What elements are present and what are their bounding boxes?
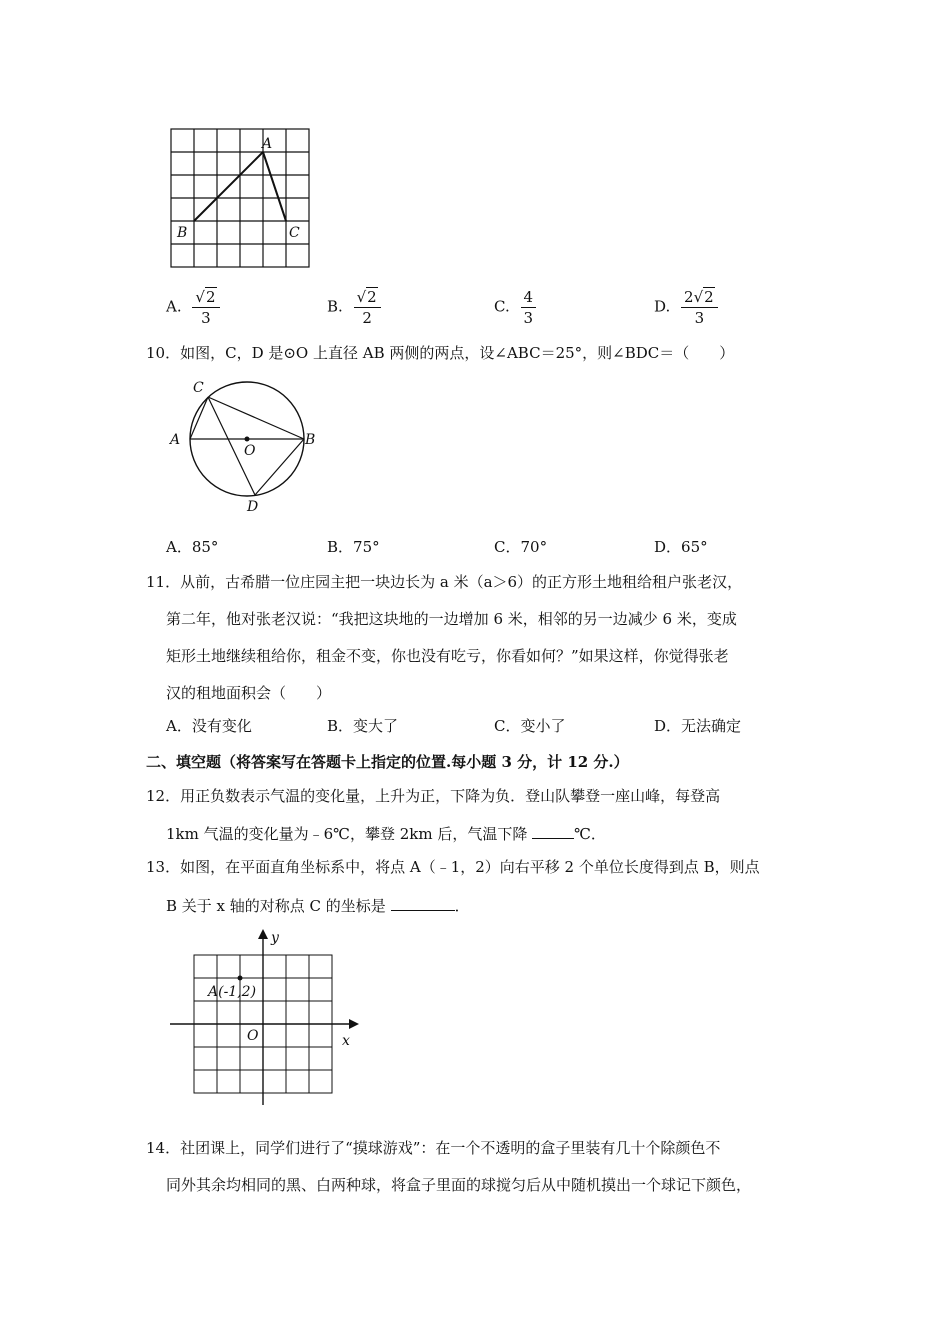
q10-number: 10． <box>146 344 181 362</box>
q9-option-c: C. $\frac{4}{3}$ <box>494 287 536 328</box>
q11-option-d: D．无法确定 <box>654 717 742 735</box>
q11-option-a: A．没有变化 <box>166 717 252 735</box>
fig9-label-b: B <box>177 225 188 241</box>
q9-option-d: D. $\frac{2√2}{3}$ <box>654 287 718 328</box>
y-axis-arrow <box>258 929 268 939</box>
q10-text: 如图，C，D 是⊙O 上直径 AB 两侧的两点，设∠ABC＝25°，则∠BDC＝（ ） <box>180 344 735 362</box>
q13-answer-blank[interactable] <box>391 894 455 911</box>
fig13-label-y: y <box>271 930 279 946</box>
q12-number: 12． <box>146 787 181 805</box>
q11-line-1: 11．从前，古希腊一位庄园主把一块边长为 a 米（a＞6）的正方形土地租给租户张老汉， <box>146 573 743 591</box>
q12-line-1: 12．用正负数表示气温的变化量，上升为正，下降为负．登山队攀登一座山峰，每登高 <box>146 787 721 805</box>
axes <box>170 933 355 1105</box>
q10-option-d: D．65° <box>654 538 708 556</box>
q10-option-c: C．70° <box>494 538 548 556</box>
q14-line-2: 同外其余均相同的黑、白两种球，将盒子里面的球搅匀后从中随机摸出一个球记下颜色， <box>166 1176 752 1194</box>
q10-option-b: B．75° <box>327 538 380 556</box>
q9-option-b: B. $\frac{√2}{2}$ <box>327 287 381 328</box>
fig10-label-b: B <box>305 432 316 448</box>
q10-question <box>146 343 734 363</box>
q13-coordinate-figure <box>165 925 370 1110</box>
q12-answer-blank[interactable] <box>532 822 574 839</box>
q13-line-1: 13．如图，在平面直角坐标系中，将点 A（﹣1，2）向右平移 2 个单位长度得到点 B，则点 <box>146 858 760 876</box>
q13-line-2: B 关于 x 轴的对称点 C 的坐标是 ． <box>166 894 470 916</box>
q9-grid-figure <box>165 125 315 275</box>
q11-line-2: 第二年，他对张老汉说：“我把这块地的一边增加 6 米，相邻的另一边减少 6 米，变成 <box>166 610 737 628</box>
q11-line-4: 汉的租地面积会（ ） <box>166 684 332 702</box>
q14-line-1: 14．社团课上，同学们进行了“摸球游戏”：在一个不透明的盒子里装有几十个除颜色不 <box>146 1139 721 1157</box>
q12-line-2: 1km 气温的变化量为﹣6℃，攀登 2km 后，气温下降 ℃． <box>166 822 606 844</box>
x-axis-arrow <box>349 1019 359 1029</box>
q11-option-b: B．变大了 <box>327 717 399 735</box>
fig13-label-point-a: A(-1,2) <box>208 984 257 1000</box>
q10-option-a: A．85° <box>166 538 219 556</box>
q14-number: 14． <box>146 1139 181 1157</box>
q9-option-a: A. $\frac{√2}{3}$ <box>166 287 220 328</box>
fig13-label-x: x <box>342 1033 350 1049</box>
point-a <box>238 976 243 981</box>
q11-line-3: 矩形土地继续租给你，租金不变，你也没有吃亏，你看如何？”如果这样，你觉得张老 <box>166 647 729 665</box>
section-heading: 二、填空题（将答案写在答题卡上指定的位置.每小题 3 分，计 12 分.） <box>146 753 629 771</box>
q13-number: 13． <box>146 858 181 876</box>
fig10-label-o: O <box>244 443 256 459</box>
fig10-label-a: A <box>170 432 181 448</box>
q11-option-c: C．变小了 <box>494 717 566 735</box>
fig9-label-a: A <box>262 136 273 152</box>
q10-circle-figure <box>165 375 325 515</box>
fig10-label-d: D <box>247 499 259 515</box>
fig13-label-o: O <box>247 1028 259 1044</box>
fig10-label-c: C <box>193 380 204 396</box>
q11-number: 11． <box>146 573 181 591</box>
fig9-label-c: C <box>289 225 300 241</box>
